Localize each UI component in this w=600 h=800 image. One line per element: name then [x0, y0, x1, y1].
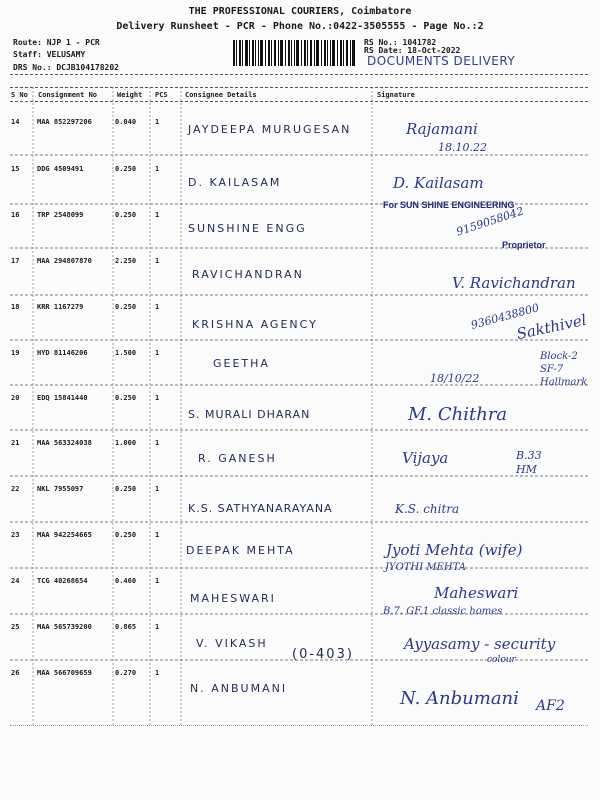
row-pcs: 1: [155, 669, 160, 677]
row-consignment: MAA 563324038: [37, 439, 92, 447]
row-consignee: MAHESWARI: [190, 592, 276, 605]
row-pcs: 1: [155, 439, 160, 447]
row-pcs: 1: [155, 394, 160, 402]
row-weight: 2.250: [115, 257, 137, 265]
row-consignment: NKL 7955097: [37, 485, 84, 493]
row-weight: 0.250: [115, 485, 137, 493]
row-consignment: MAA 294807870: [37, 257, 92, 265]
row-pcs: 1: [155, 531, 160, 539]
row-consignment: TRP 2548099: [37, 211, 84, 219]
row-sno: 21: [11, 439, 20, 447]
stamp-phone: 9159058042: [454, 204, 526, 239]
row-consignment: HYD 81146206: [37, 349, 88, 357]
row-consignee: S. MURALI DHARAN: [188, 408, 311, 421]
row-consignee: V. VIKASH: [196, 637, 268, 650]
row-sig-note: 18.10.22: [438, 141, 487, 154]
row-sig-note: JYOTHI MEHTA: [385, 562, 466, 573]
row-weight: 0.460: [115, 577, 137, 585]
row-consignee-note: (0-403): [292, 647, 354, 662]
row-weight: 1.000: [115, 439, 137, 447]
row-signature: M. Chithra: [408, 404, 508, 425]
row-sno: 14: [11, 118, 20, 126]
staff-label: Staff: VELUSAMY: [13, 50, 86, 59]
row-consignment: DDG 4509491: [37, 165, 84, 173]
documents-delivery-stamp: DOCUMENTS DELIVERY: [367, 54, 516, 68]
row-weight: 0.250: [115, 211, 137, 219]
row-sno: 18: [11, 303, 20, 311]
row-consignee: N. ANBUMANI: [190, 682, 288, 695]
row-sno: 19: [11, 349, 20, 357]
row-sno: 23: [11, 531, 20, 539]
row-signature: N. Anbumani: [400, 688, 519, 709]
row-weight: 0.250: [115, 165, 137, 173]
row-sno: 15: [11, 165, 20, 173]
row-consignee: SUNSHINE ENGG: [188, 222, 307, 235]
row-pcs: 1: [155, 349, 160, 357]
row-pcs: 1: [155, 303, 160, 311]
row-weight: 0.040: [115, 118, 137, 126]
row-consignee: JAYDEEPA MURUGESAN: [188, 123, 352, 136]
company-stamp: For SUN SHINE ENGINEERING: [383, 200, 515, 210]
row-pcs: 1: [155, 485, 160, 493]
row-consignment: EDQ 15841440: [37, 394, 88, 402]
row-pcs: 1: [155, 211, 160, 219]
divider-bottom: [10, 725, 588, 726]
row-consignment: MAA 942254665: [37, 531, 92, 539]
row-signature: 18/10/22: [430, 372, 480, 385]
row-sno: 26: [11, 669, 20, 677]
route-label: Route: NJP 1 - PCR: [13, 38, 100, 47]
row-pcs: 1: [155, 623, 160, 631]
row-sig-note: colour: [487, 655, 516, 665]
row-sig-note: B.33 HM: [516, 449, 542, 476]
row-consignment: MAA 565739200: [37, 623, 92, 631]
row-signature: Ayyasamy - security: [404, 635, 556, 653]
row-sno: 25: [11, 623, 20, 631]
row-sig-note: B.7. GF.1 classic homes: [383, 606, 503, 617]
row-signature: Maheswari: [434, 584, 519, 602]
rs-number: RS No.: 1041782: [364, 38, 437, 47]
row-sno: 16: [11, 211, 20, 219]
row-sno: 24: [11, 577, 20, 585]
row-pcs: 1: [155, 577, 160, 585]
row-weight: 0.270: [115, 669, 137, 677]
row-consignee: RAVICHANDRAN: [192, 268, 304, 281]
runsheet-subtitle: Delivery Runsheet - PCR - Phone No.:0422-3505555 - Page No.:2: [116, 21, 484, 32]
row-consignee: R. GANESH: [198, 452, 277, 465]
row-weight: 0.250: [115, 531, 137, 539]
row-sno: 22: [11, 485, 20, 493]
row-signature: D. Kailasam: [393, 174, 484, 192]
row-consignee: K.S. SATHYANARAYANA: [188, 502, 333, 515]
row-signature: K.S. chitra: [395, 502, 460, 516]
drs-label: DRS No.: DCJB104178202: [13, 63, 119, 72]
company-title: THE PROFESSIONAL COURIERS, Coimbatore: [188, 6, 412, 17]
row-pcs: 1: [155, 257, 160, 265]
rs-date: RS Date: 18-Oct-2022: [364, 46, 461, 55]
row-pcs: 1: [155, 118, 160, 126]
row-signature: Rajamani: [406, 120, 478, 138]
row-consignee: DEEPAK MEHTA: [186, 544, 295, 557]
row-signature: Jyoti Mehta (wife): [386, 541, 523, 559]
row-sno: 20: [11, 394, 20, 402]
col-signature: Signature: [377, 91, 415, 99]
col-sno: S No: [11, 91, 28, 99]
col-consignee: Consignee Details: [185, 91, 257, 99]
row-consignment: KRR 1167279: [37, 303, 84, 311]
row-sno: 17: [11, 257, 20, 265]
row-consignee: KRISHNA AGENCY: [192, 318, 318, 331]
row-signature: Vijaya: [402, 449, 449, 467]
row-pcs: 1: [155, 165, 160, 173]
row-weight: 0.865: [115, 623, 137, 631]
row-signature: V. Ravichandran: [452, 274, 576, 292]
stamp-proprietor: Proprietor: [502, 240, 546, 250]
row-weight: 1.500: [115, 349, 137, 357]
row-weight: 0.250: [115, 303, 137, 311]
row-consignee: GEETHA: [213, 357, 270, 370]
row-sig-note: AF2: [536, 698, 565, 714]
row-consignment: TCG 40268654: [37, 577, 88, 585]
row-consignment: MAA 566709659: [37, 669, 92, 677]
row-consignee: D. KAILASAM: [188, 176, 282, 189]
row-signature: 9360438800: [469, 301, 541, 332]
row-sig-note: Block-2 SF-7 Hallmark: [540, 351, 588, 388]
row-weight: 0.250: [115, 394, 137, 402]
row-sig-note: Sakthivel: [514, 310, 589, 344]
row-consignment: MAA 852297206: [37, 118, 92, 126]
col-pcs: PCS: [155, 91, 168, 99]
col-consignment: Consignment No: [38, 91, 98, 99]
col-weight: Weight: [117, 91, 143, 99]
